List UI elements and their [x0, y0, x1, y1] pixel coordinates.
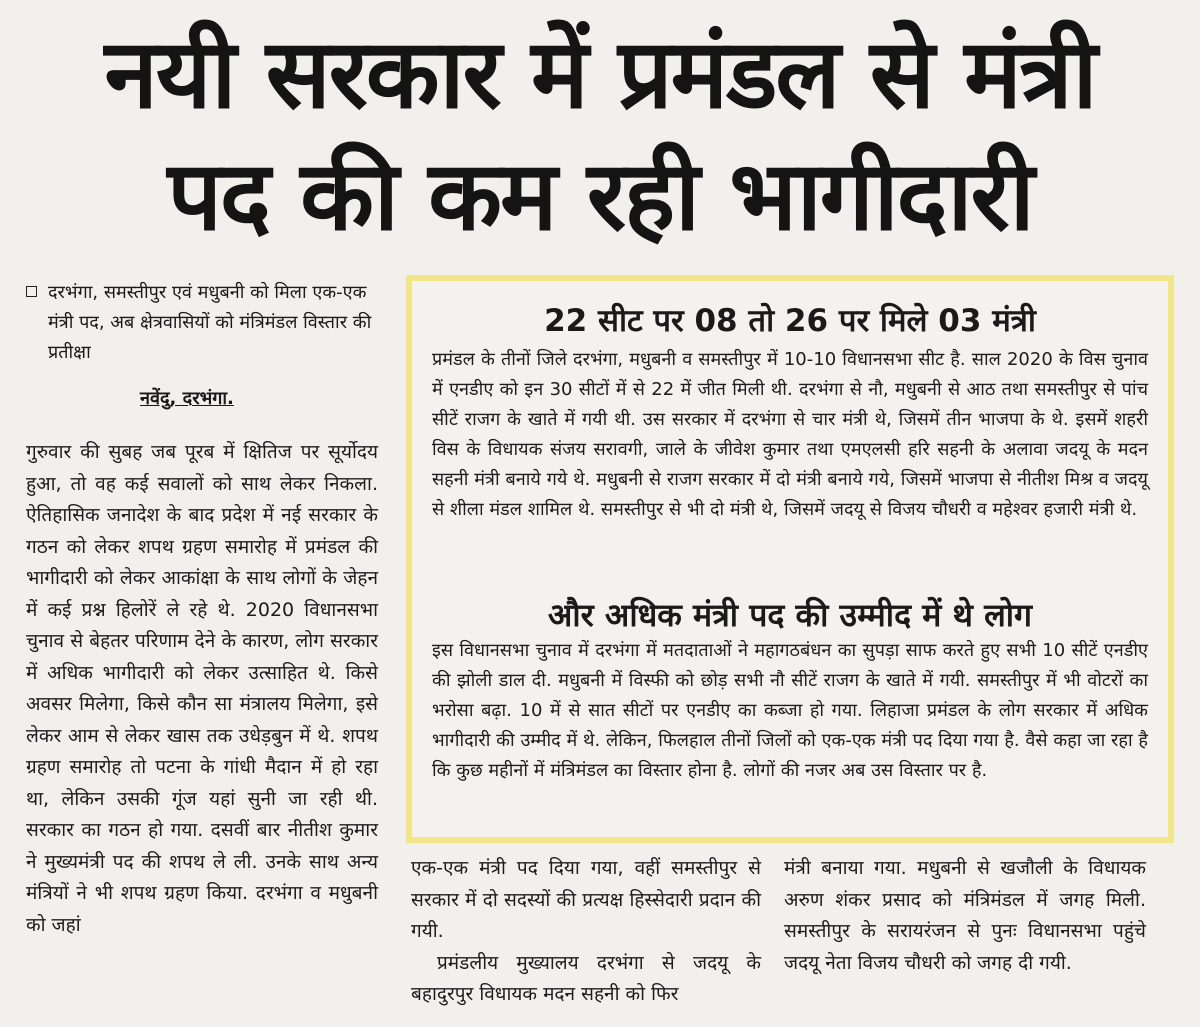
subheadline-deck — [26, 278, 378, 368]
box-heading-1: 22 सीट पर 08 तो 26 पर मिले 03 मंत्री — [544, 303, 1036, 339]
box-heading-2: और अधिक मंत्री पद की उम्मीद में थे लोग — [547, 596, 1033, 634]
headline-line-1: नयी सरकार में प्रमंडल से मंत्री — [104, 18, 1096, 130]
middle-column-paragraph-1: एक-एक मंत्री पद दिया गया, वहीं समस्तीपुर से सरकार में दो सदस्यों की प्रत्यक्ष हिस्सेदारी प्रदान की गयी. — [411, 857, 761, 942]
left-column — [26, 437, 378, 941]
deck-text: दरभंगा, समस्तीपुर एवं मधुबनी को मिला एक-एक मंत्री पद, अब क्षेत्रवासियों को मंत्रिमंडल विस्तार की प्रतीक्षा — [48, 282, 372, 363]
box-paragraph-1: प्रमंडल के तीनों जिले दरभंगा, मधुबनी व समस्तीपुर में 10-10 विधानसभा सीट है. साल 2020 के विस चुनाव में एनडीए को इन 30 सीटों में से 22 में जीत मिली थी. दरभंगा से नौ, मधुबनी से आठ तथा समस्तीपुर से पांच सीटें राजग के खाते में गयी थी. उस सरकार में दरभंगा से चार मंत्री थे, जिसमें तीन भाजपा के थे. इसमें शहरी विस के विधायक संजय सरावगी, जाले के जीवेश कुमार तथा एमएलसी हरि सहनी के अलावा जदयू के मदन सहनी मंत्री बनाये गये थे. मधुबनी से राजग सरकार में दो मंत्री बनाये गये, जिसमें भाजपा से नीतीश मिश्र व जदयू से शीला मंडल शामिल थे. समस्तीपुर से भी दो मंत्री थे, जिसमें जदयू से विजय चौधरी व महेश्वर हजारी मंत्री थे. — [432, 349, 1148, 520]
middle-column-paragraph-2: प्रमंडलीय मुख्यालय दरभंगा से जदयू के बहादुरपुर विधायक मदन सहनी को फिर — [411, 951, 761, 1005]
left-column-text: गुरुवार की सुबह जब पूरब में क्षितिज पर सूर्योदय हुआ, तो वह कई सवालों को साथ लेकर निकला. ऐतिहासिक जनादेश के बाद प्रदेश में नई सरकार के गठन को लेकर शपथ ग्रहण समारोह में प्रमंडल की भागीदारी को लेकर आकांक्षा के साथ लोगों के जेहन में कई प्रश्न हिलोरें ले रहे थे. 2020 विधानसभा चुनाव से बेहतर परिणाम देने के कारण, लोग सरकार में अधिक भागीदारी को लेकर उत्साहित थे. किसे अवसर मिलेगा, किसे कौन सा मंत्रालय मिलेगा, इसे लेकर आम से लेकर खास तक उधेड़बुन में थे. शपथ ग्रहण समारोह तो पटना के गांधी मैदान में हो रहा था, लेकिन उसकी गूंज यहां सुनी जा रही थी. सरकार का गठन हो गया. दसवीं बार नीतीश कुमार ने मुख्यमंत्री पद की शपथ ले ली. उनके साथ अन्य मंत्रियों ने भी शपथ ग्रहण किया. दरभंगा व मधुबनी को जहां — [26, 441, 378, 936]
highlight-box — [406, 275, 1174, 843]
box-paragraph-2: इस विधानसभा चुनाव में दरभंगा में मतदाताओं ने महागठबंधन का सुपड़ा साफ करते हुए सभी 10 सीटें एनडीए की झोली डाल दी. मधुबनी में विस्फी को छोड़ सभी नौ सीटें राजग के खाते में गयी. समस्तीपुर में भी वोटरों का भरोसा बढ़ा. 10 में से सात सीटों पर एनडीए का कब्जा हो गया. लिहाजा प्रमंडल के लोग सरकार में अधिक भागीदारी की उम्मीद में थे. लेकिन, फिलहाल तीनों जिलों को एक-एक मंत्री पद दिया गया है. वैसे कहा जा रहा है कि कुछ महीनों में मंत्रिमंडल का विस्तार होना है. लोगों की नजर अब उस विस्तार पर है. — [432, 640, 1148, 781]
byline: नवेंदु, दरभंगा. — [140, 388, 234, 409]
middle-column — [411, 853, 761, 1011]
right-column-text: मंत्री बनाया गया. मधुबनी से खजौली के विधायक अरुण शंकर प्रसाद को मंत्रिमंडल में जगह मिली. समस्तीपुर के सरायरंजन से पुनः विधानसभा पहुंचे जदयू नेता विजय चौधरी को जगह दी गयी. — [784, 857, 1146, 974]
square-bullet-icon — [26, 286, 37, 297]
headline-line-2: पद की कम रही भागीदारी — [167, 140, 1033, 252]
right-column — [784, 853, 1146, 979]
